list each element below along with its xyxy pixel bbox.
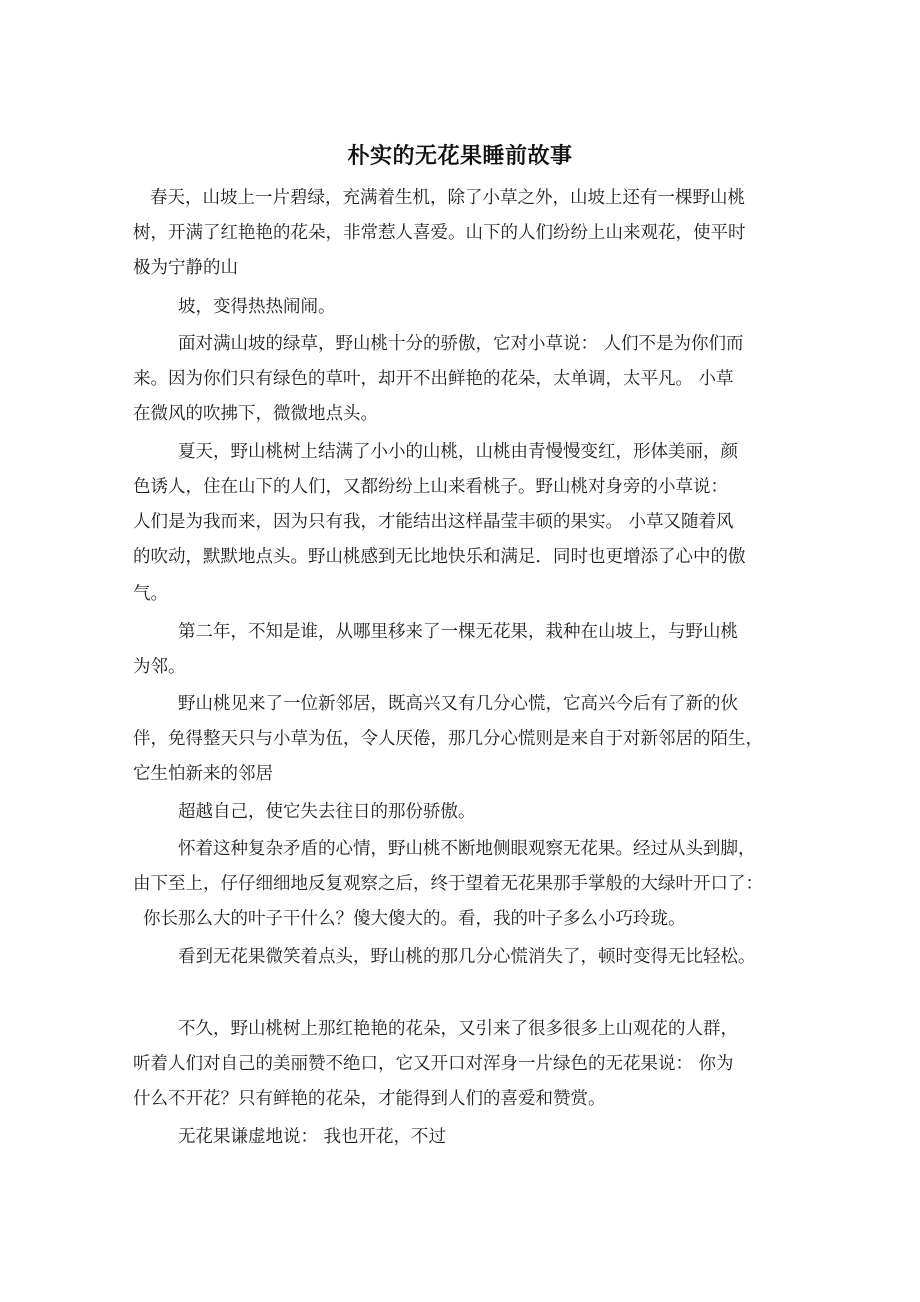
paragraph-line: 坡，变得热热闹闹。 — [178, 297, 336, 317]
paragraph-line: 色诱人，住在山下的人们，又都纷纷上山来看桃子。野山桃对身旁的小草说： — [133, 477, 728, 497]
paragraph-line: 的吹动，默默地点头。野山桃感到无比地快乐和满足．同时也更增添了心中的傲 — [133, 547, 746, 567]
paragraph-line: 气。 — [133, 584, 168, 604]
paragraph-line: 野山桃见来了一位新邻居，既高兴又有几分心慌，它高兴今后有了新的伙 — [178, 694, 738, 714]
paragraph-line: 面对满山坡的绿草，野山桃十分的骄傲，它对小草说： 人们不是为你们而 — [178, 334, 744, 354]
paragraph-line: 听着人们对自己的美丽赞不绝口，它又开口对浑身一片绿色的无花果说： 你为 — [133, 1054, 734, 1074]
paragraph-line: 在微风的吹拂下，微微地点头。 — [133, 404, 378, 424]
paragraph-line: 怀着这种复杂矛盾的心情，野山桃不断地侧眼观察无花果。经过从头到脚， — [178, 839, 756, 859]
paragraph-line: 什么不开花？只有鲜艳的花朵，才能得到人们的喜爱和赞赏。 — [133, 1089, 606, 1109]
paragraph-line: 第二年，不知是谁，从哪里移来了一棵无花果，栽种在山坡上，与野山桃 — [178, 622, 738, 642]
paragraph-line: 不久，野山桃树上那红艳艳的花朵，又引来了很多很多上山观花的人群， — [178, 1019, 738, 1039]
paragraph-line: 夏天，野山桃树上结满了小小的山桃，山桃由青慢慢变红，形体美丽，颜 — [178, 442, 738, 462]
paragraph-line: 看到无花果微笑着点头，野山桃的那几分心慌消失了，顿时变得无比轻松。 — [178, 947, 756, 967]
paragraph-line: 春天，山坡上一片碧绿，充满着生机，除了小草之外，山坡上还有一棵野山桃 — [150, 188, 745, 208]
paragraph-line: 来。因为你们只有绿色的草叶，却开不出鲜艳的花朵，太单调，太平凡。 小草 — [133, 369, 734, 389]
paragraph-line: 超越自己，使它失去往日的那份骄傲。 — [178, 802, 476, 822]
paragraph-line: 极为宁静的山 — [133, 258, 238, 278]
paragraph-line: 人们是为我而来，因为只有我，才能结出这样晶莹丰硕的果实。 小草又随着风 — [133, 512, 734, 532]
paragraph-line: 你长那么大的叶子干什么？傻大傻大的。看，我的叶子多么小巧玲珑。 — [143, 909, 686, 929]
document-title: 朴实的无花果睡前故事 — [347, 144, 573, 169]
paragraph-line: 它生怕新来的邻居 — [133, 764, 273, 784]
paragraph-line: 由下至上，仔仔细细地反复观察之后，终于望着无花果那手掌般的大绿叶开口了： — [133, 874, 763, 894]
paragraph-line: 树，开满了红艳艳的花朵，非常惹人喜爱。山下的人们纷纷上山来观花，使平时 — [133, 223, 746, 243]
paragraph-line: 为邻。 — [133, 657, 186, 677]
paragraph-line: 无花果谦虚地说： 我也开花，不过 — [178, 1127, 447, 1147]
paragraph-line: 伴，免得整天只与小草为伍，令人厌倦，那几分心慌则是来自于对新邻居的陌生， — [133, 729, 763, 749]
